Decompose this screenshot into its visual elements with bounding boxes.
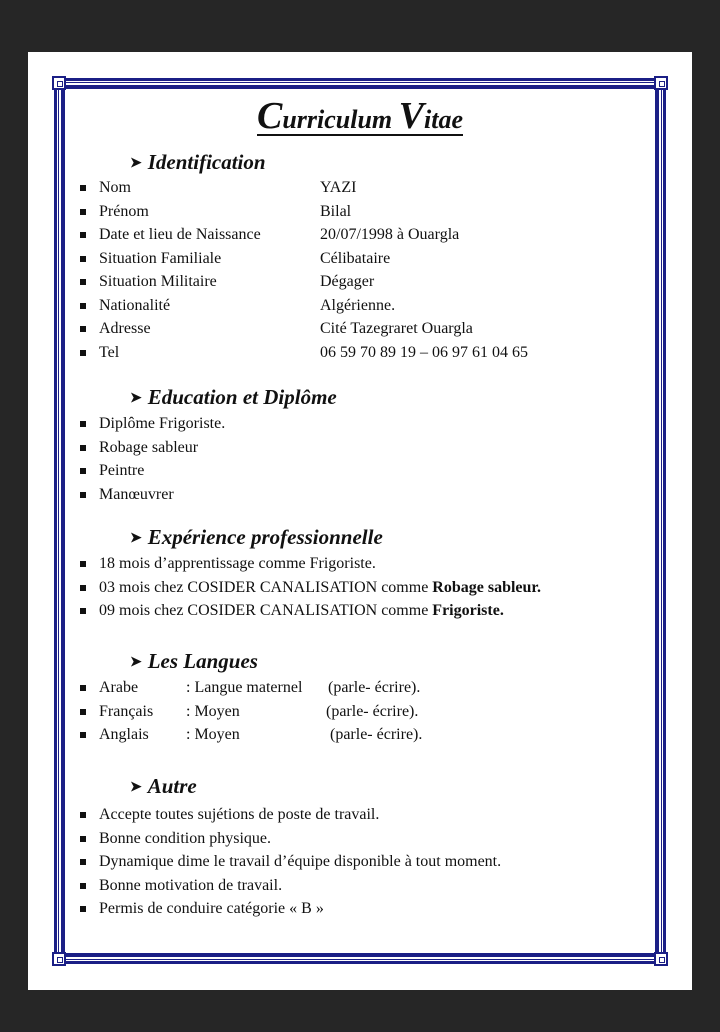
square-bullet-icon bbox=[80, 812, 86, 818]
identification-label: Nom bbox=[99, 179, 131, 196]
square-bullet-icon bbox=[80, 350, 86, 356]
square-bullet-icon bbox=[80, 709, 86, 715]
square-bullet-icon bbox=[80, 326, 86, 332]
identification-label: Situation Familiale bbox=[99, 249, 222, 267]
square-bullet-icon bbox=[80, 185, 86, 191]
language-level: : Langue maternel bbox=[186, 679, 303, 696]
identification-value: Bilal bbox=[320, 202, 352, 220]
experience-text: 03 mois chez COSIDER CANALISATION comme bbox=[99, 578, 433, 596]
identification-value: YAZI bbox=[320, 179, 357, 196]
square-bullet-icon bbox=[80, 685, 86, 691]
language-level: : Moyen bbox=[186, 702, 240, 720]
square-bullet-icon bbox=[80, 836, 86, 842]
identification-label: Situation Militaire bbox=[99, 273, 217, 290]
education-item-text: Manœuvrer bbox=[99, 485, 174, 503]
cv-page bbox=[28, 52, 692, 990]
identification-label: Adresse bbox=[99, 320, 151, 337]
square-bullet-icon bbox=[80, 232, 86, 238]
identification-value: Célibataire bbox=[320, 249, 391, 267]
education-item-text: Robage sableur bbox=[99, 438, 199, 456]
square-bullet-icon bbox=[80, 561, 86, 567]
document-title: Curriculum Vitae bbox=[256, 95, 464, 137]
arrow-bullet-icon: ➤ bbox=[130, 391, 142, 406]
square-bullet-icon bbox=[80, 732, 86, 738]
experience-text: 09 mois chez COSIDER CANALISATION comme bbox=[99, 602, 433, 619]
language-skills: (parle- écrire). bbox=[330, 726, 423, 743]
square-bullet-icon bbox=[80, 859, 86, 865]
identification-value: Algérienne. bbox=[320, 296, 396, 314]
section-title-experience: ➤ Expérience professionnelle bbox=[130, 525, 383, 549]
education-item-text: Diplôme Frigoriste. bbox=[99, 415, 226, 432]
other-item-text: Permis de conduire catégorie « B » bbox=[99, 900, 324, 917]
identification-label: Nationalité bbox=[99, 296, 171, 314]
section-title-identification: ➤ Identification bbox=[130, 150, 266, 174]
identification-label: Tel bbox=[99, 343, 120, 361]
square-bullet-icon bbox=[80, 883, 86, 889]
experience-item-text bbox=[99, 578, 541, 598]
square-bullet-icon bbox=[80, 906, 86, 912]
square-bullet-icon bbox=[80, 303, 86, 309]
education-item-text: Peintre bbox=[99, 462, 145, 479]
language-skills: (parle- écrire). bbox=[328, 679, 421, 696]
section-title-education: ➤ Education et Diplôme bbox=[130, 385, 337, 409]
identification-value: Cité Tazegraret Ouargla bbox=[320, 320, 473, 337]
other-item-text: Bonne motivation de travail. bbox=[99, 876, 283, 894]
square-bullet-icon bbox=[80, 608, 86, 614]
square-bullet-icon bbox=[80, 209, 86, 215]
arrow-bullet-icon: ➤ bbox=[130, 156, 142, 171]
square-bullet-icon bbox=[80, 585, 86, 591]
identification-label: Prénom bbox=[99, 202, 149, 220]
experience-item-text bbox=[99, 554, 376, 574]
square-bullet-icon bbox=[80, 468, 86, 474]
experience-text: 18 mois d’apprentissage comme Frigoriste. bbox=[99, 555, 376, 572]
language-name: Français bbox=[99, 702, 154, 720]
language-level: : Moyen bbox=[186, 726, 240, 743]
language-skills: (parle- écrire). bbox=[326, 702, 419, 720]
square-bullet-icon bbox=[80, 445, 86, 451]
identification-value: 20/07/1998 à Ouargla bbox=[320, 226, 460, 243]
square-bullet-icon bbox=[80, 256, 86, 262]
experience-role: Robage sableur. bbox=[432, 578, 542, 596]
arrow-bullet-icon: ➤ bbox=[130, 531, 142, 546]
square-bullet-icon bbox=[80, 421, 86, 427]
other-item-text: Bonne condition physique. bbox=[99, 829, 271, 847]
language-name: Anglais bbox=[99, 726, 149, 743]
identification-value: Dégager bbox=[320, 273, 375, 290]
identification-label: Date et lieu de Naissance bbox=[99, 226, 261, 243]
other-item-text: Accepte toutes sujétions de poste de travail. bbox=[99, 806, 380, 823]
arrow-bullet-icon: ➤ bbox=[130, 655, 142, 670]
section-title-other: ➤ Autre bbox=[130, 774, 197, 798]
experience-role: Frigoriste. bbox=[432, 602, 504, 619]
identification-value: 06 59 70 89 19 – 06 97 61 04 65 bbox=[320, 343, 528, 361]
square-bullet-icon bbox=[80, 279, 86, 285]
other-item-text: Dynamique dime le travail d’équipe disponible à tout moment. bbox=[99, 853, 502, 870]
language-name: Arabe bbox=[99, 679, 139, 696]
arrow-bullet-icon: ➤ bbox=[130, 780, 142, 795]
square-bullet-icon bbox=[80, 492, 86, 498]
section-title-languages: ➤ Les Langues bbox=[130, 649, 258, 673]
experience-item-text bbox=[99, 601, 504, 621]
